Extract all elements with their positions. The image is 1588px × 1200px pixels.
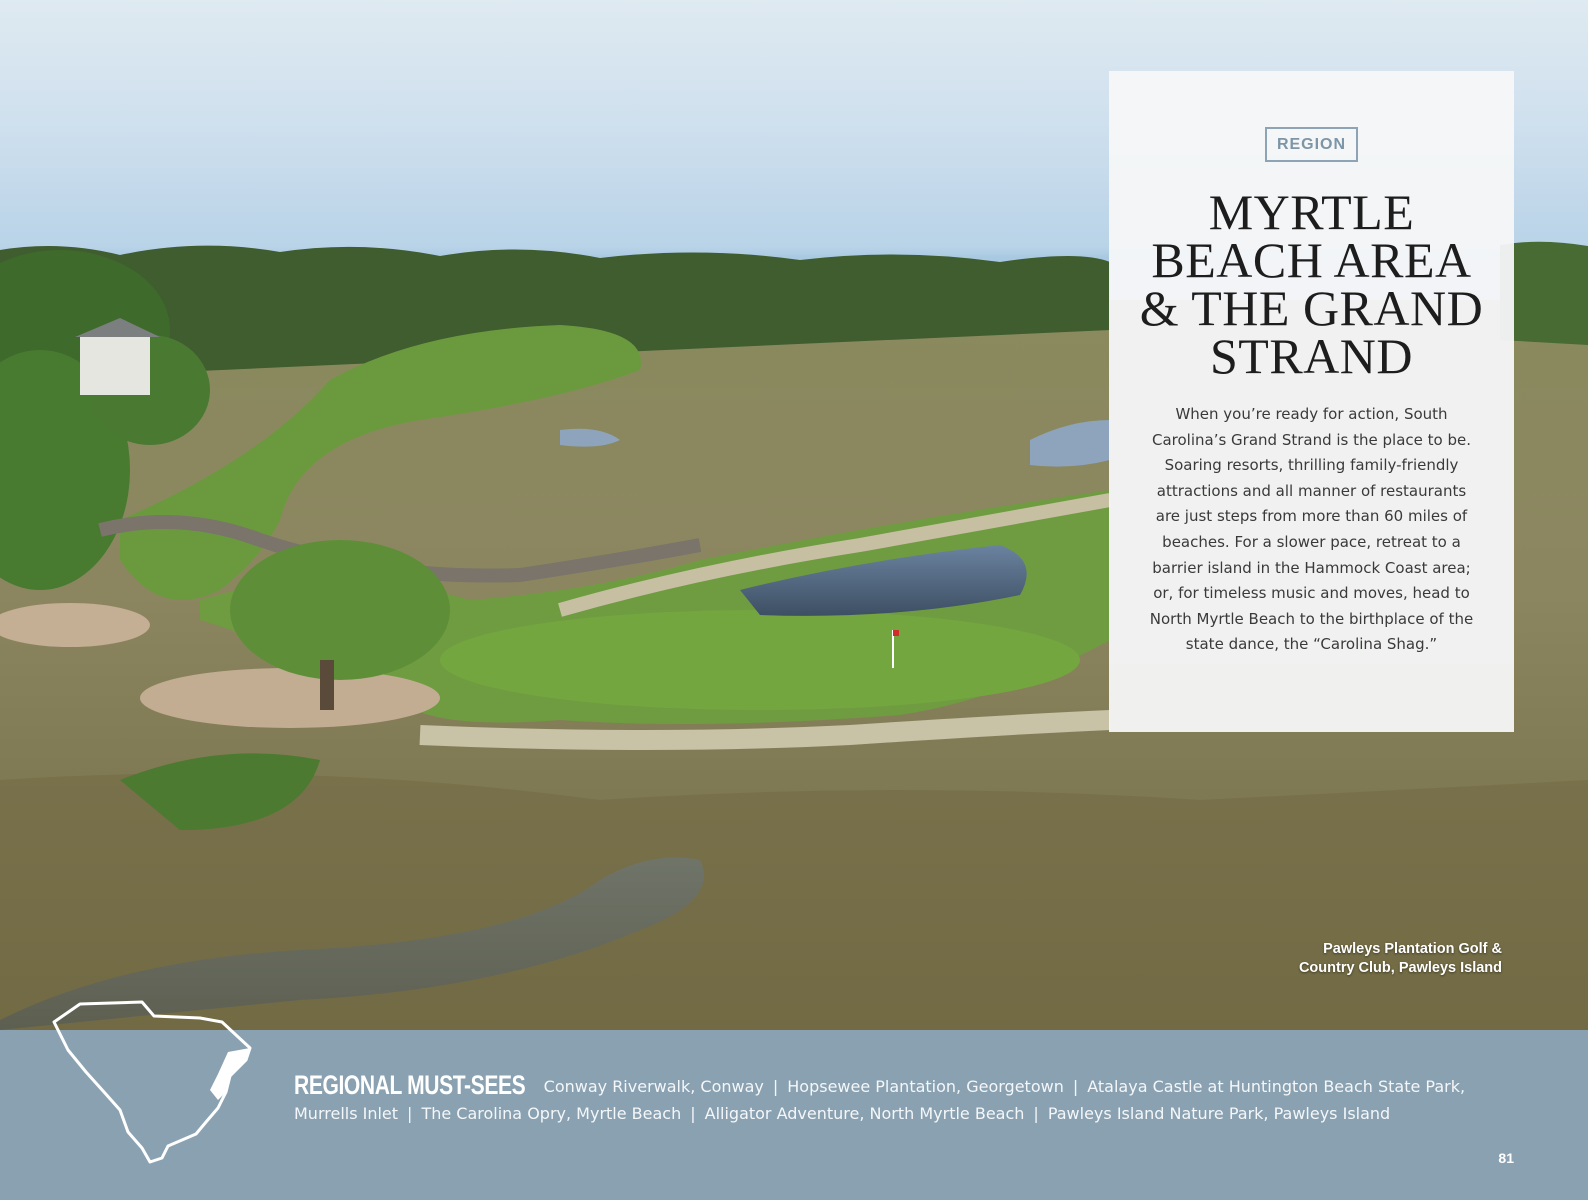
caption-line: Pawleys Plantation Golf & bbox=[1323, 941, 1502, 957]
intro-paragraph: When you’re ready for action, South Carolina’s Grand Strand is the place to be. Soaring resorts, thrilling family-friendly attractions and all manner of restaurants are just steps from more than 60 miles of beaches. For a slower pace, retreat to a barrier island in the Hammock Coast area; or, for timeless music and moves, head to North Myrtle Beach to the birthplace of the state dance, the “Carolina Shag.” bbox=[1149, 405, 1474, 654]
title-line: STRAND bbox=[1209, 328, 1414, 384]
page-number: 81 bbox=[1498, 1150, 1514, 1166]
must-see-item: Pawleys Island Nature Park, Pawleys Island bbox=[1047, 1104, 1391, 1123]
must-see-item: Atalaya Castle at Huntington Beach State Park, Murrells Inlet bbox=[294, 1077, 1466, 1123]
title-line: MYRTLE bbox=[1208, 184, 1415, 240]
must-see-item: Alligator Adventure, North Myrtle Beach bbox=[704, 1104, 1025, 1123]
south-carolina-map-icon bbox=[50, 1000, 260, 1165]
must-sees-label: REGIONAL MUST-SEES bbox=[294, 1070, 526, 1100]
regional-must-sees bbox=[294, 1072, 1524, 1127]
page-title bbox=[1109, 184, 1514, 384]
separator: | bbox=[407, 1104, 413, 1123]
separator: | bbox=[772, 1077, 779, 1096]
photo-caption bbox=[1299, 940, 1502, 978]
intro-panel bbox=[1109, 71, 1514, 732]
caption-line: Country Club, Pawleys Island bbox=[1298, 960, 1502, 976]
must-see-item: The Carolina Opry, Myrtle Beach bbox=[421, 1104, 682, 1123]
region-badge: REGION bbox=[1265, 127, 1358, 162]
must-see-item: Hopsewee Plantation, Georgetown bbox=[787, 1077, 1064, 1096]
title-line: & THE GRAND bbox=[1139, 280, 1484, 336]
title-line: BEACH AREA bbox=[1151, 232, 1472, 288]
separator: | bbox=[1033, 1104, 1039, 1123]
must-see-item: Conway Riverwalk, Conway bbox=[543, 1077, 764, 1096]
separator: | bbox=[690, 1104, 696, 1123]
separator: | bbox=[1072, 1077, 1079, 1096]
